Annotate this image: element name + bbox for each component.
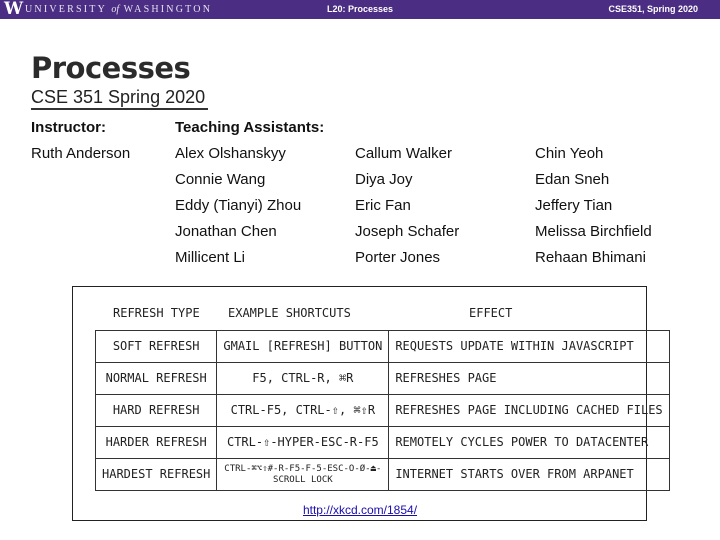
ta-name: Diya Joy xyxy=(355,171,413,188)
table-row xyxy=(96,459,670,491)
effect: REFRESHES PAGE INCLUDING CACHED FILES xyxy=(389,395,669,427)
course-label: CSE351, Spring 2020 xyxy=(608,4,698,14)
table-row xyxy=(96,363,670,395)
ta-name: Connie Wang xyxy=(175,171,266,188)
refresh-type: SOFT REFRESH xyxy=(96,331,217,363)
page-title: Processes xyxy=(31,51,191,85)
effect: REMOTELY CYCLES POWER TO DATACENTER xyxy=(389,427,669,459)
shortcut: CTRL-⇧-HYPER-ESC-R-F5 xyxy=(217,427,389,459)
university-name: UNIVERSITY of WASHINGTON xyxy=(25,4,213,15)
effect: REFRESHES PAGE xyxy=(389,363,669,395)
effect: INTERNET STARTS OVER FROM ARPANET xyxy=(389,459,669,491)
instructor-label: Instructor: xyxy=(31,119,106,136)
refresh-type: HARD REFRESH xyxy=(96,395,217,427)
ta-name: Jeffery Tian xyxy=(535,197,613,214)
ta-name: Chin Yeoh xyxy=(535,145,604,162)
shortcut: F5, CTRL-R, ⌘R xyxy=(217,363,389,395)
xkcd-comic xyxy=(72,286,663,521)
ta-name: Porter Jones xyxy=(355,249,441,266)
ta-name: Jonathan Chen xyxy=(175,223,277,240)
header-bar xyxy=(0,0,720,19)
ta-name: Alex Olshanskyy xyxy=(175,145,286,162)
xkcd-source-link[interactable]: http://xkcd.com/1854/ xyxy=(302,503,418,517)
ta-name: Millicent Li xyxy=(175,249,246,266)
comic-header-shortcuts: EXAMPLE SHORTCUTS xyxy=(228,306,351,320)
ta-name: Eddy (Tianyi) Zhou xyxy=(175,197,302,214)
lecture-title: L20: Processes xyxy=(326,4,394,14)
ta-name: Melissa Birchfield xyxy=(535,223,652,240)
shortcut: GMAIL [REFRESH] BUTTON xyxy=(217,331,389,363)
ta-name: Rehaan Bhimani xyxy=(535,249,646,266)
comic-header-effect: EFFECT xyxy=(469,306,513,320)
shortcut: CTRL-F5, CTRL-⇧, ⌘⇧R xyxy=(217,395,389,427)
instructor-name: Ruth Anderson xyxy=(31,145,131,162)
shortcut: CTRL-⌘⌥⇧#-R-F5-F-5-ESC-O-Ø-⏏-SCROLL LOCK xyxy=(217,459,389,491)
ta-name: Edan Sneh xyxy=(535,171,610,188)
refresh-type: HARDER REFRESH xyxy=(96,427,217,459)
refresh-type: HARDEST REFRESH xyxy=(96,459,217,491)
uw-logo-icon: W xyxy=(4,0,24,19)
comic-header-type: REFRESH TYPE xyxy=(113,306,200,320)
ta-label: Teaching Assistants: xyxy=(175,119,325,136)
table-row xyxy=(96,427,670,459)
effect: REQUESTS UPDATE WITHIN JAVASCRIPT xyxy=(389,331,669,363)
ta-name: Joseph Schafer xyxy=(355,223,460,240)
table-row xyxy=(96,395,670,427)
ta-name: Callum Walker xyxy=(355,145,452,162)
comic-table xyxy=(95,330,670,491)
page-subtitle: CSE 351 Spring 2020 xyxy=(31,86,208,110)
table-row xyxy=(96,331,670,363)
refresh-type: NORMAL REFRESH xyxy=(96,363,217,395)
ta-name: Eric Fan xyxy=(355,197,411,214)
